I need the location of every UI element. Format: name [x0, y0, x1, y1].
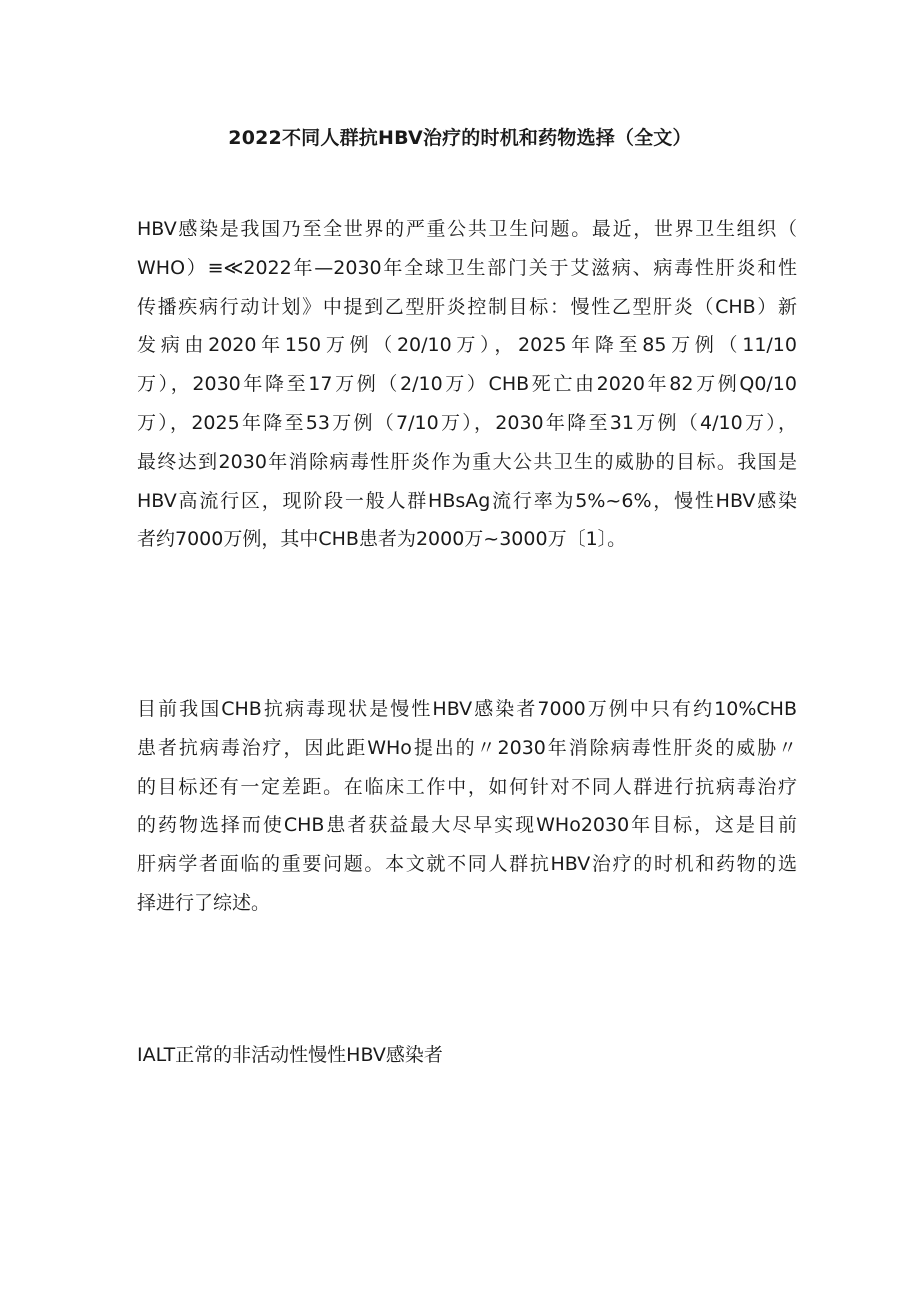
paragraph-line: 者约7000万例，其中CHB患者为2000万~3000万〔1〕。 [137, 528, 627, 551]
section-heading [137, 1036, 797, 1075]
paragraph-status [137, 690, 797, 923]
paragraph-line: 的目标还有一定差距。在临床工作中，如何针对不同人群进行抗病毒治疗 [137, 775, 797, 798]
paragraph-line: 的药物选择而使CHB患者获益最大尽早实现WHo2030年目标，这是目前 [137, 814, 797, 837]
paragraph-line: 发病由2020年150万例（20/10万），2025年降至85万例（11/10 [137, 334, 797, 357]
paragraph-line: 传播疾病行动计划》中提到乙型肝炎控制目标：慢性乙型肝炎（CHB）新 [137, 295, 797, 318]
paragraph-line: 万），2025年降至53万例（7/10万），2030年降至31万例（4/10万）， [137, 411, 797, 434]
paragraph-line: 肝病学者面临的重要问题。本文就不同人群抗HBV治疗的时机和药物的选 [137, 853, 797, 876]
paragraph-line: 择进行了综述。 [137, 891, 271, 914]
section-heading-text: IALT正常的非活动性慢性HBV感染者 [137, 1044, 443, 1066]
document-title: 2022不同人群抗HBV治疗的时机和药物选择（全文） [228, 127, 692, 149]
paragraph-line: 最终达到2030年消除病毒性肝炎作为重大公共卫生的威胁的目标。我国是 [137, 450, 797, 473]
paragraph-line: 万），2030年降至17万例（2/10万）CHB死亡由2020年82万例Q0/10 [137, 373, 797, 396]
paragraph-line: HBV感染是我国乃至全世界的严重公共卫生问题。最近，世界卫生组织（ [137, 218, 797, 240]
paragraph-line: HBV高流行区，现阶段一般人群HBsAg流行率为5%~6%，慢性HBV感染 [137, 489, 797, 512]
paragraph-line: 目前我国CHB抗病毒现状是慢性HBV感染者7000万例中只有约10%CHB [137, 698, 797, 720]
paragraph-line: WHO）≡≪2022年—2030年全球卫生部门关于艾滋病、病毒性肝炎和性 [137, 256, 797, 279]
paragraph-intro [137, 210, 797, 559]
paragraph-line: 患者抗病毒治疗，因此距WHo提出的〃2030年消除病毒性肝炎的威胁〃 [137, 736, 797, 759]
